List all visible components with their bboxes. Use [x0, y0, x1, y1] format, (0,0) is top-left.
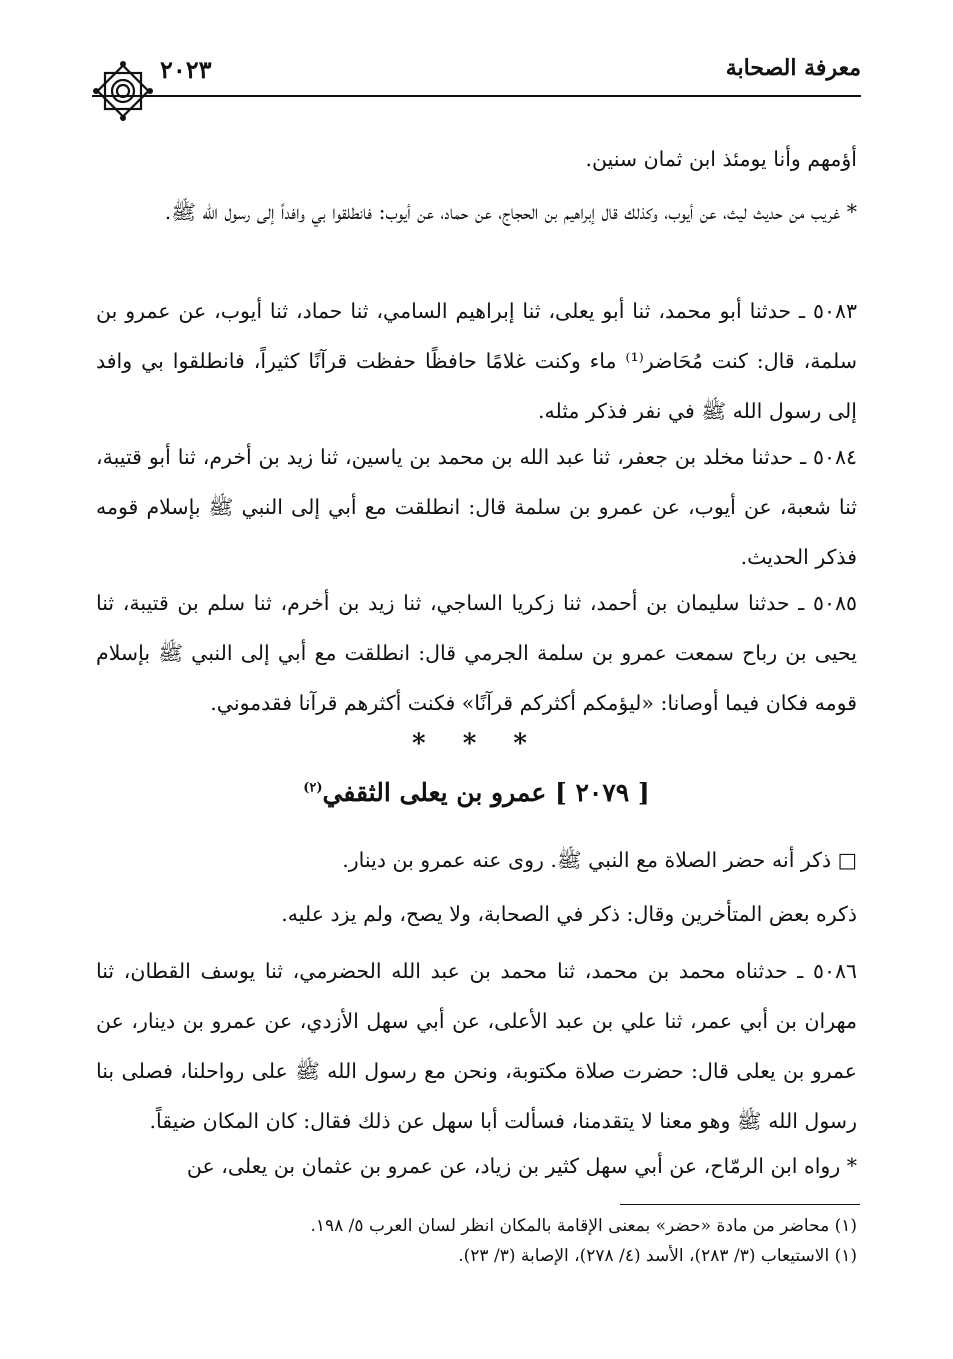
page-number: ٢٠٢٣	[160, 55, 212, 84]
ornament-icon	[92, 60, 154, 122]
section-heading	[0, 778, 953, 807]
paragraph-6: □ ذكر أنه حضر الصلاة مع النبي ﷺ. روى عنه عمرو بن دينار.	[342, 848, 857, 872]
footnote-2: (١) الاستيعاب (٣/ ٢٨٣)، الأسد (٤/ ٢٧٨)، الإصابة (٣/ ٢٣).	[458, 1246, 857, 1266]
heading-footnote-ref: (٢)	[303, 780, 323, 796]
paragraph-7: ذكره بعض المتأخرين وقال: ذكر في الصحابة، ولا يصح، ولم يزد عليه.	[281, 902, 857, 926]
footnote-1: (١) محاضر من مادة «حضر» بمعنى الإقامة بالمكان انظر لسان العرب ٥/ ١٩٨.	[310, 1216, 857, 1236]
footnote-rule	[620, 1204, 860, 1205]
heading-text: [ ٢٠٧٩ ] عمرو بن يعلى الثقفي	[322, 778, 650, 807]
header-rule	[92, 95, 861, 97]
section-divider: * * *	[412, 729, 541, 759]
paragraph-8: ٥٠٨٦ ـ حدثناه محمد بن محمد، ثنا محمد بن عبد الله الحضرمي، ثنا يوسف القطان، ثنا مهران بن أبي عمر، ثنا علي بن عبد الأعلى، عن أبي سهل الأزدي، عن عمرو بن دينار، عن عمرو بن يعلى قال: حضرت صلاة مكتوبة، ونحن مع رسول الله ﷺ على رواحلنا، فصلى بنا رسول الله ﷺ وهو معنا لا يتقدمنا، فسألت أبا سهل عن ذلك فقال: كان المكان ضيقاً.	[96, 959, 857, 1133]
paragraph-1: أؤمهم وأنا يومئذ ابن ثمان سنين.	[585, 147, 857, 171]
paragraph-4: ٥٠٨٤ ـ حدثنا مخلد بن جعفر، ثنا عبد الله بن محمد بن ياسين، ثنا زيد بن أخرم، ثنا أبو قتيبة، ثنا شعبة، عن أيوب، عن عمرو بن سلمة قال: انطلقت مع أبي إلى النبي ﷺ بإسلام قومه فذكر الحديث.	[96, 445, 857, 569]
paragraph-2: * غريب من حديث ليث، عن أيوب، وكذلك قال إبراهيم بن الحجاج، عن حماد، عن أيوب: فانطلقوا بي وافداً إلى رسول الله ﷺ.	[164, 200, 857, 224]
running-title: معرفة الصحابة	[725, 55, 861, 81]
paragraph-3: ٥٠٨٣ ـ حدثنا أبو محمد، ثنا أبو يعلى، ثنا إبراهيم السامي، ثنا حماد، ثنا أيوب، عن عمرو بن سلمة، قال: كنت مُحَاضر⁽¹⁾ ماء وكنت غلامًا حافظًا حفظت قرآنًا كثيراً، فانطلقوا بي وافد إلى رسول الله ﷺ في نفر فذكر مثله.	[96, 299, 857, 423]
paragraph-9: * رواه ابن الرمّاح، عن أبي سهل كثير بن زياد، عن عمرو بن عثمان بن يعلى، عن	[186, 1154, 857, 1178]
paragraph-5: ٥٠٨٥ ـ حدثنا سليمان بن أحمد، ثنا زكريا الساجي، ثنا زيد بن أخرم، ثنا سلم بن قتيبة، ثنا يحيى بن رباح سمعت عمرو بن سلمة الجرمي قال: انطلقت مع أبي إلى النبي ﷺ بإسلام قومه فكان فيما أوصانا: «ليؤمكم أكثركم قرآنًا» فكنت أكثرهم قرآنا فقدموني.	[96, 591, 857, 715]
